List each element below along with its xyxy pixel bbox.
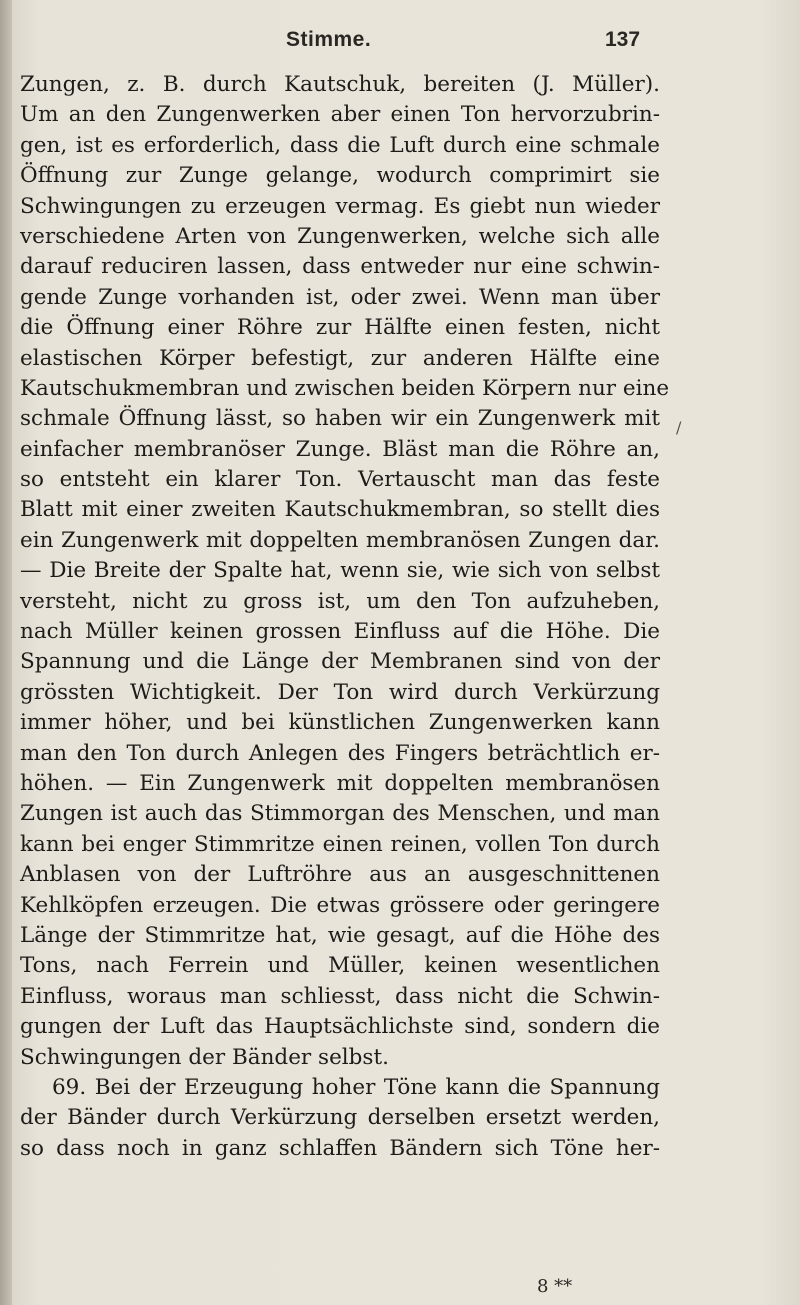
text-line: kann bei enger Stimmritze einen reinen, vollen Ton durch: [20, 831, 660, 857]
text-line: Zungen, z. B. durch Kautschuk, bereiten (J. Müller).: [20, 72, 660, 97]
text-line: verschiedene Arten von Zungenwerken, welche sich alle: [20, 223, 660, 249]
text-line: Blatt mit einer zweiten Kautschukmembran, so stellt dies: [20, 497, 660, 523]
page-header: [0, 22, 800, 62]
text-line: Tons, nach Ferrein und Müller, keinen wesentlichen: [20, 953, 660, 979]
text-line: versteht, nicht zu gross ist, um den Ton aufzuheben,: [20, 588, 660, 614]
text-line: gen, ist es erforderlich, dass die Luft durch eine schmale: [20, 132, 660, 158]
margin-mark: /: [676, 418, 682, 437]
text-line: Schwingungen der Bänder selbst.: [20, 1044, 389, 1070]
text-line: nach Müller keinen grossen Einfluss auf die Höhe. Die: [20, 619, 660, 645]
text-line: so entsteht ein klarer Ton. Vertauscht man das feste: [20, 467, 660, 493]
running-head: Stimme.: [286, 28, 372, 51]
text-line: höhen. — Ein Zungenwerk mit doppelten membranösen: [20, 770, 660, 796]
text-line: Zungen ist auch das Stimmorgan des Menschen, und man: [20, 801, 660, 827]
text-line: Anblasen von der Luftröhre aus an ausgeschnittenen: [20, 862, 660, 888]
text-line: Schwingungen zu erzeugen vermag. Es giebt nun wieder: [20, 193, 660, 219]
text-line: gende Zunge vorhanden ist, oder zwei. Wenn man über: [20, 284, 660, 310]
text-line: Spannung und die Länge der Membranen sind von der: [20, 649, 660, 675]
text-line: man den Ton durch Anlegen des Fingers beträchtlich er-: [20, 740, 660, 766]
text-line: so dass noch in ganz schlaffen Bändern sich Töne her-: [20, 1135, 660, 1161]
page-number: 137: [605, 28, 641, 51]
binding-gutter: [0, 0, 12, 1305]
signature-mark: 8 **: [537, 1276, 573, 1297]
text-line: Öffnung zur Zunge gelange, wodurch comprimirt sie: [20, 163, 660, 189]
paragraph-start-line: 69. Bei der Erzeugung hoher Töne kann die Spannung: [52, 1074, 660, 1100]
body-text: [20, 70, 670, 1164]
text-line: der Bänder durch Verkürzung derselben ersetzt werden,: [20, 1105, 660, 1131]
text-line: Kehlköpfen erzeugen. Die etwas grössere oder geringere: [20, 892, 660, 918]
text-line: die Öffnung einer Röhre zur Hälfte einen festen, nicht: [20, 315, 660, 341]
text-line: grössten Wichtigkeit. Der Ton wird durch Verkürzung: [20, 679, 660, 705]
text-line: immer höher, und bei künstlichen Zungenwerken kann: [20, 710, 660, 736]
text-line: Um an den Zungenwerken aber einen Ton hervorzubrin-: [20, 102, 660, 128]
text-line: schmale Öffnung lässt, so haben wir ein Zungenwerk mit: [20, 406, 660, 432]
text-line: gungen der Luft das Hauptsächlichste sind, sondern die: [20, 1014, 660, 1040]
text-line: darauf reduciren lassen, dass entweder nur eine schwin-: [20, 254, 660, 280]
text-line: Kautschukmembran und zwischen beiden Körpern nur eine: [20, 375, 670, 401]
text-line: ein Zungenwerk mit doppelten membranösen Zungen dar.: [20, 527, 660, 553]
text-line: einfacher membranöser Zunge. Bläst man die Röhre an,: [20, 436, 660, 462]
text-line: elastischen Körper befestigt, zur anderen Hälfte eine: [20, 345, 660, 371]
text-line: Länge der Stimmritze hat, wie gesagt, auf die Höhe des: [20, 922, 660, 948]
text-line: Einfluss, woraus man schliesst, dass nicht die Schwin-: [20, 983, 660, 1009]
text-line: — Die Breite der Spalte hat, wenn sie, wie sich von selbst: [20, 558, 660, 584]
